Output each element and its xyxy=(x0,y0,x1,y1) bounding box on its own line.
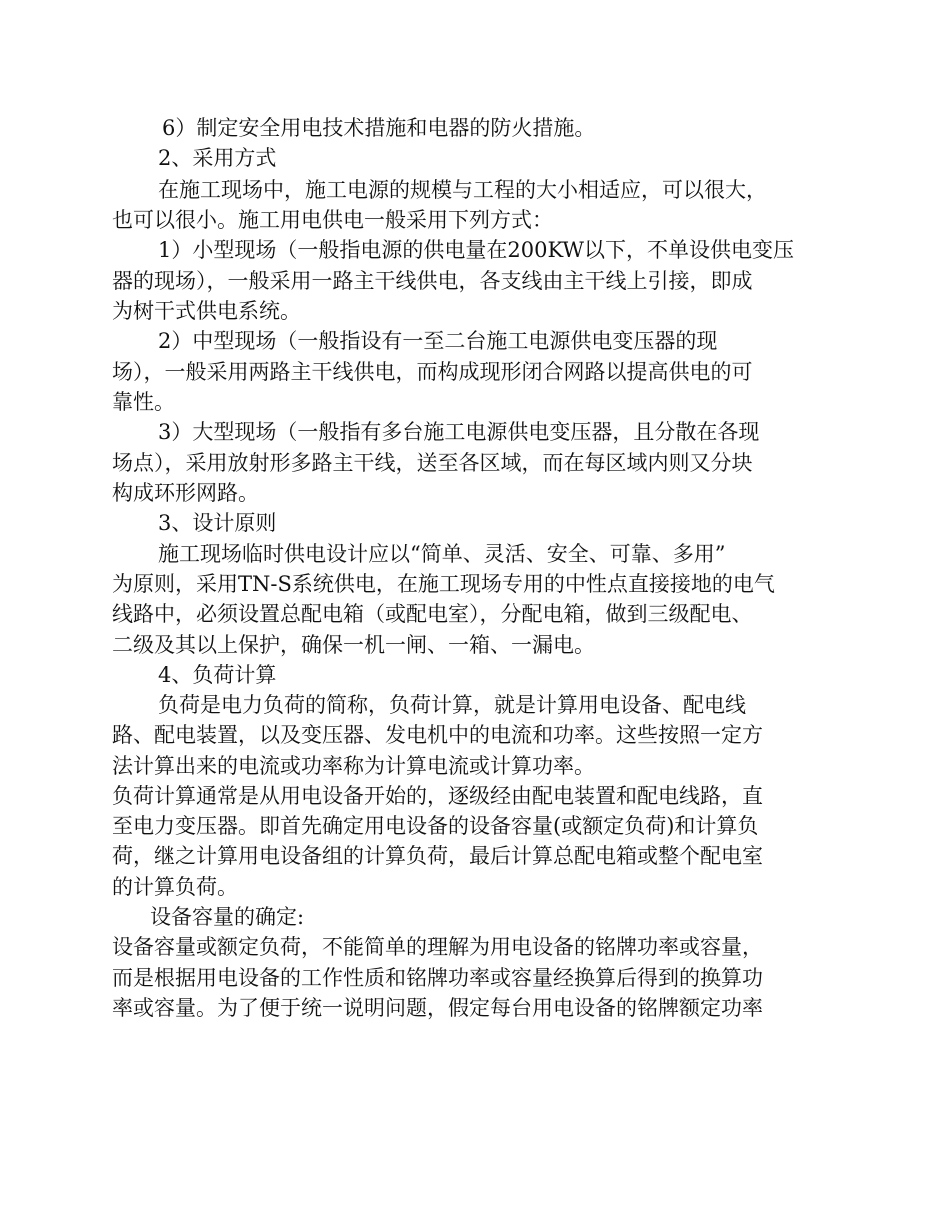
text-line: 在施工现场中，施工电源的规模与工程的大小相适应，可以很大， xyxy=(158,178,767,202)
paragraph-line xyxy=(0,690,950,720)
paragraph-line xyxy=(0,751,950,781)
text-line: 构成环形网路。 xyxy=(112,481,259,505)
text-line: 法计算出来的电流或功率称为计算电流或计算功率。 xyxy=(112,754,595,778)
list-item-small-site xyxy=(0,235,950,265)
text-line: 为树干式供电系统。 xyxy=(112,299,301,323)
paragraph-line xyxy=(0,205,950,235)
paragraph-line xyxy=(0,387,950,417)
text-line: 负荷是电力负荷的简称，负荷计算，就是计算用电设备、配电线 xyxy=(158,693,746,717)
text-line: 为原则，采用TN-S系统供电，在施工现场专用的中性点直接接地的电气 xyxy=(112,572,775,596)
heading-text: 3、设计原则 xyxy=(158,511,277,535)
paragraph-line xyxy=(0,175,950,205)
subheading-equipment-capacity xyxy=(0,902,950,932)
text-line: 也可以很小。施工用电供电一般采用下列方式： xyxy=(112,208,553,232)
section-heading-design-principles xyxy=(0,508,950,538)
text-line: 场），一般采用两路主干线供电，而构成现形闭合网路以提高供电的可 xyxy=(112,360,753,384)
paragraph-line xyxy=(0,781,950,811)
paragraph-line xyxy=(0,539,950,569)
paragraph-line xyxy=(0,872,950,902)
text-line: 场点），采用放射形多路主干线，送至各区域，而在每区域内则又分块 xyxy=(112,451,753,475)
paragraph-line xyxy=(0,811,950,841)
text-line: 2）中型现场（一般指设有一至二台施工电源供电变压器的现 xyxy=(158,329,718,353)
text-line: 线路中，必须设置总配电箱（或配电室），分配电箱，做到三级配电、 xyxy=(112,602,753,626)
paragraph-line xyxy=(0,357,950,387)
text-line: 率或容量。为了便于统一说明问题，假定每台用电设备的铭牌额定功率 xyxy=(112,996,763,1020)
text-line: 1）小型现场（一般指电源的供电量在200KW以下，不单设供电变压 xyxy=(158,238,794,262)
text-line: 的计算负荷。 xyxy=(112,875,238,899)
text-line: 3）大型现场（一般指有多台施工电源供电变压器，且分散在各现 xyxy=(158,420,760,444)
text-line: 而是根据用电设备的工作性质和铭牌功率或容量经换算后得到的换算功 xyxy=(112,966,763,990)
text-line: 荷，继之计算用电设备组的计算负荷，最后计算总配电箱或整个配电室 xyxy=(112,844,763,868)
text-line: 靠性。 xyxy=(112,390,175,414)
paragraph-line xyxy=(0,478,950,508)
list-item-safety-measures xyxy=(0,113,950,143)
section-heading-load-calculation xyxy=(0,660,950,690)
text-line: 二级及其以上保护，确保一机一闸、一箱、一漏电。 xyxy=(112,633,595,657)
paragraph-line xyxy=(0,932,950,962)
text-line: 6）制定安全用电技术措施和电器的防火措施。 xyxy=(162,116,596,140)
heading-text: 设备容量的确定: xyxy=(150,905,305,929)
paragraph-line xyxy=(0,720,950,750)
heading-text: 2、采用方式 xyxy=(158,146,277,170)
paragraph-line xyxy=(0,569,950,599)
paragraph-line xyxy=(0,630,950,660)
paragraph-line xyxy=(0,448,950,478)
paragraph-line xyxy=(0,599,950,629)
text-line: 器的现场），一般采用一路主干线供电，各支线由主干线上引接，即成 xyxy=(112,269,753,293)
paragraph-line xyxy=(0,266,950,296)
paragraph-line xyxy=(0,963,950,993)
heading-text: 4、负荷计算 xyxy=(158,663,277,687)
paragraph-line xyxy=(0,296,950,326)
text-line: 至电力变压器。即首先确定用电设备的设备容量(或额定负荷)和计算负 xyxy=(112,814,759,838)
text-line: 路、配电装置，以及变压器、发电机中的电流和功率。这些按照一定方 xyxy=(112,723,763,747)
text-line: 设备容量或额定负荷，不能简单的理解为用电设备的铭牌功率或容量， xyxy=(112,935,763,959)
paragraph-line xyxy=(0,993,950,1023)
paragraph-line xyxy=(0,841,950,871)
section-heading-adoption-methods xyxy=(0,143,950,173)
text-line: 施工现场临时供电设计应以“简单、灵活、安全、可靠、多用” xyxy=(158,542,726,566)
list-item-large-site xyxy=(0,417,950,447)
list-item-medium-site xyxy=(0,326,950,356)
text-line: 负荷计算通常是从用电设备开始的，逐级经由配电装置和配电线路，直 xyxy=(112,784,763,808)
